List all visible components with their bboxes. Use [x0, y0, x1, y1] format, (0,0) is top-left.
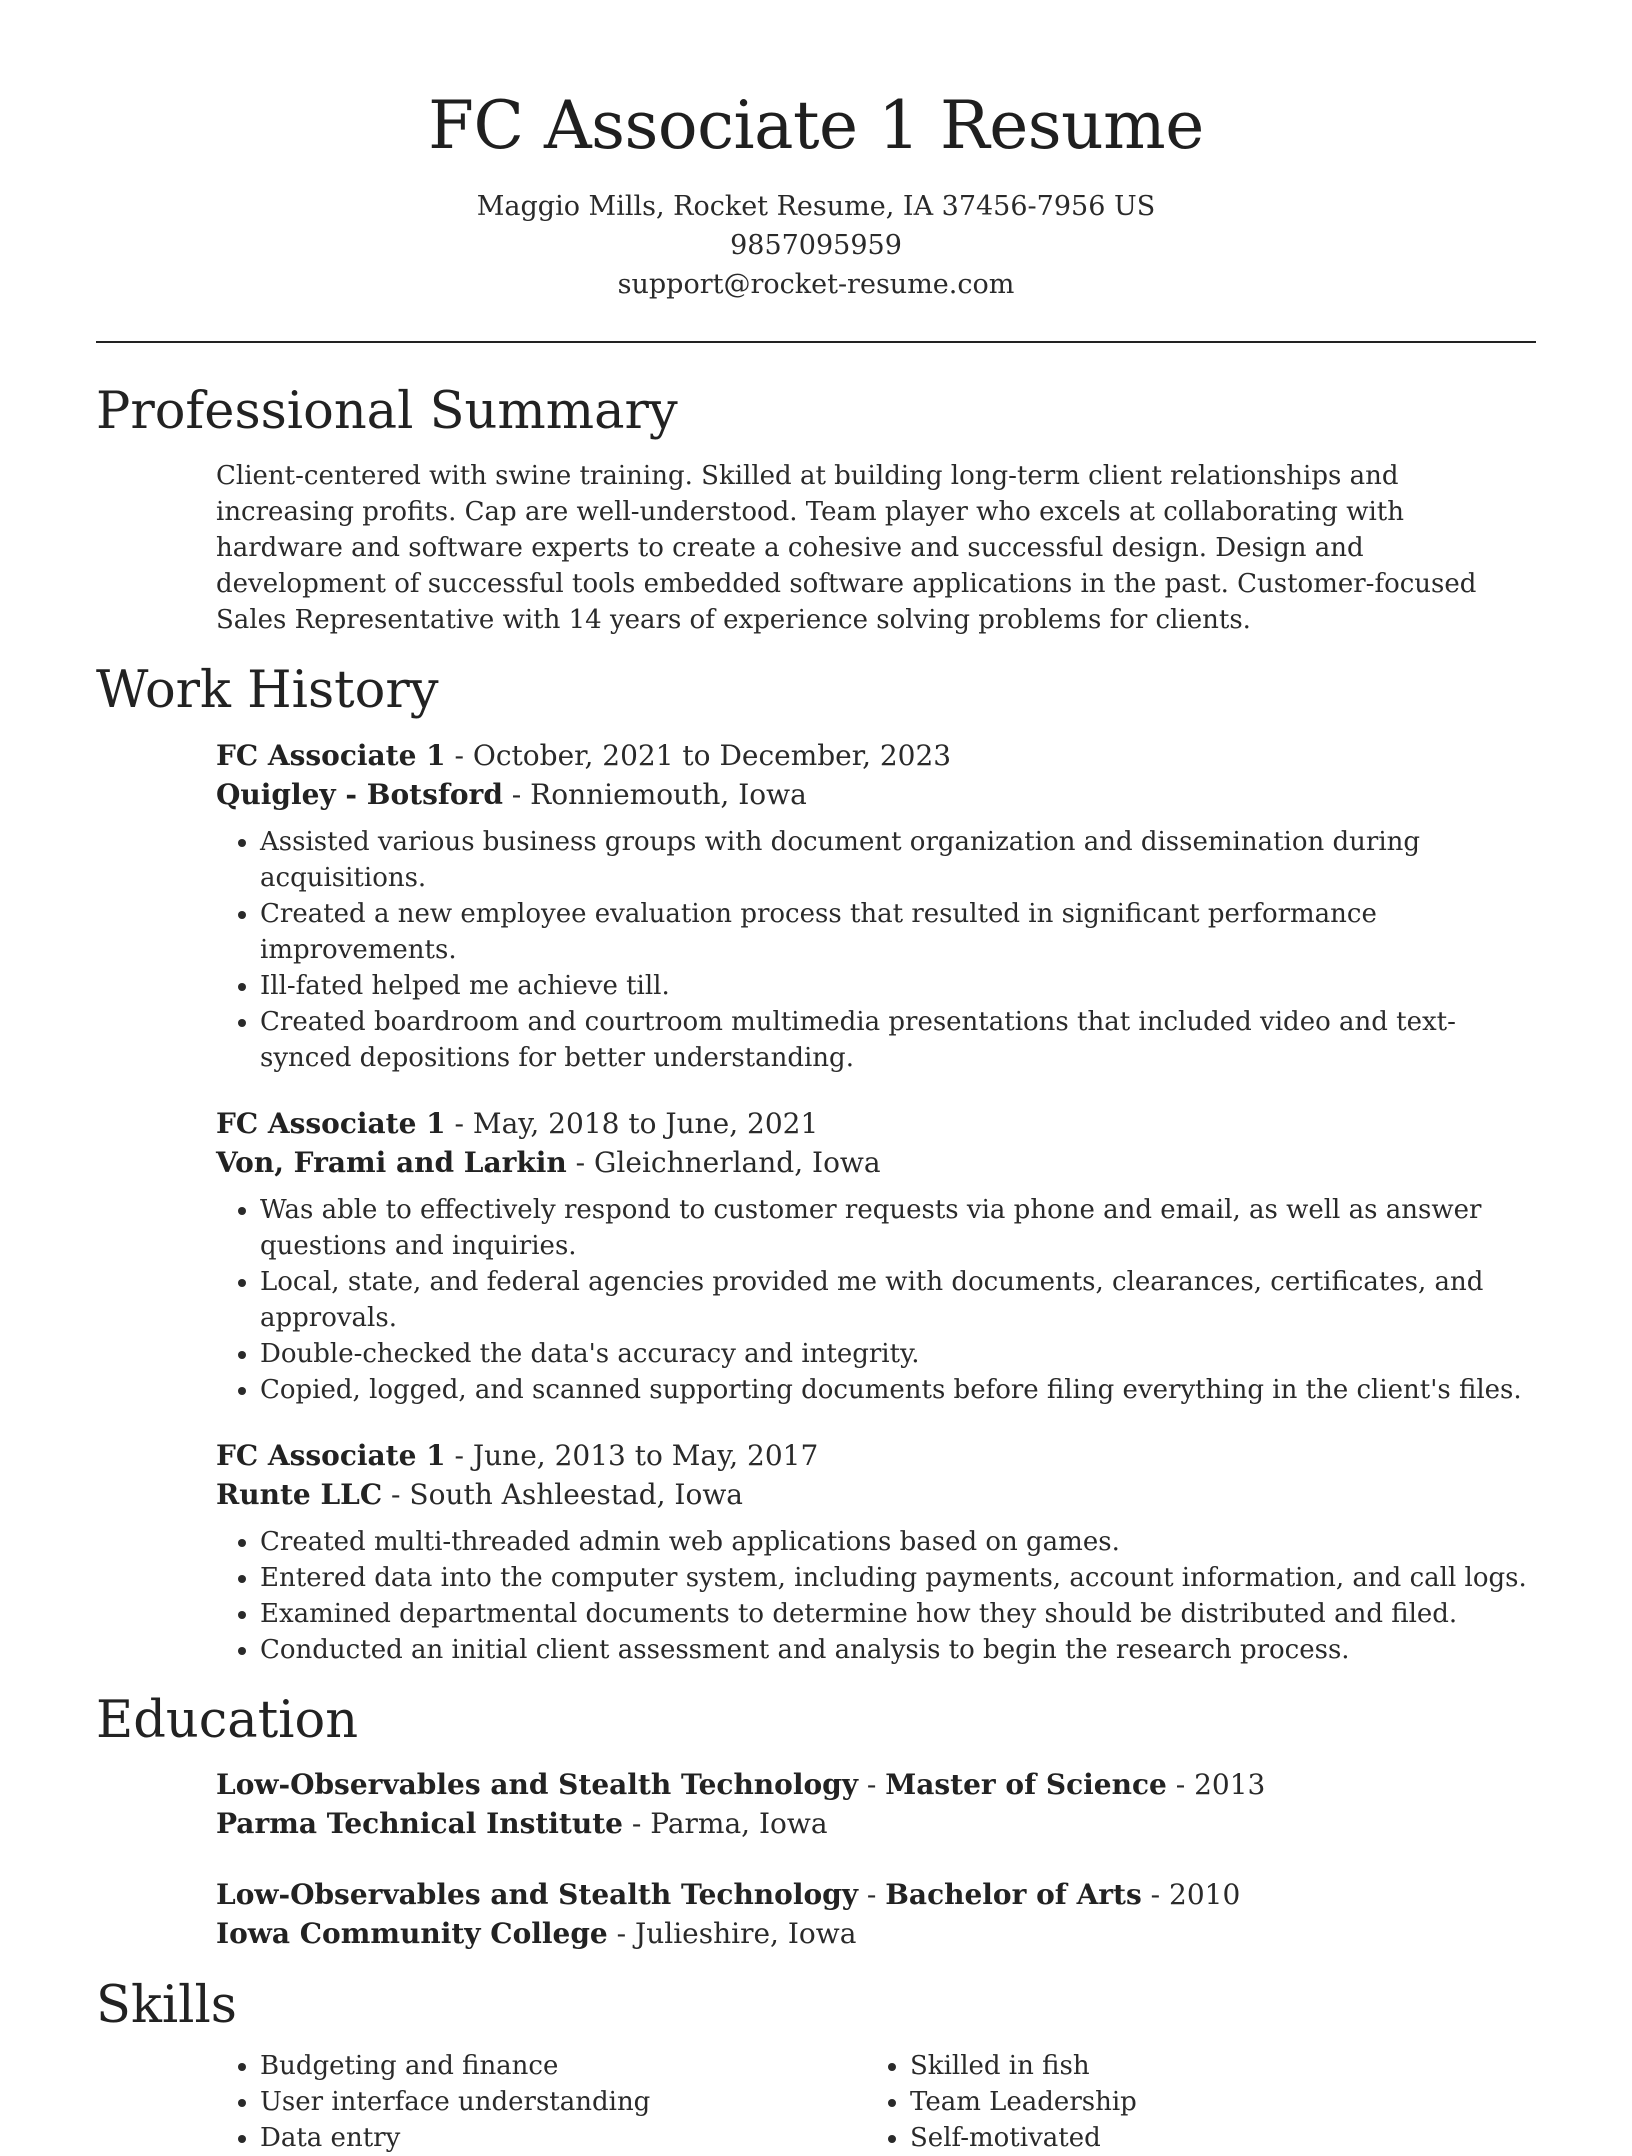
job-bullet: • Created a new employee evaluation process that resulted in significant performance improvements.	[260, 896, 1536, 968]
header-divider	[96, 341, 1536, 343]
work-history-heading: Work History	[96, 661, 439, 721]
job-bullet: • Created boardroom and courtroom multimedia presentations that included video and text-synced depositions for better understanding.	[260, 1004, 1536, 1076]
education-degree: Bachelor of Arts	[885, 1877, 1142, 1911]
education-school-line: Parma Technical Institute - Parma, Iowa	[216, 1806, 828, 1840]
job-title-line: FC Associate 1 - October, 2021 to December, 2023	[216, 738, 952, 772]
contact-address: Maggio Mills, Rocket Resume, IA 37456-7956 US	[476, 191, 1156, 223]
education-field: Low-Observables and Stealth Technology	[216, 1877, 858, 1911]
job-title-line: FC Associate 1 - June, 2013 to May, 2017	[216, 1438, 819, 1472]
job-bullet: • Created multi-threaded admin web applications based on games.	[260, 1524, 1536, 1560]
job-company: Quigley - Botsford	[216, 777, 503, 811]
job-bullet: • Examined departmental documents to determine how they should be distributed and filed.	[260, 1596, 1536, 1632]
job-entry	[216, 1436, 1536, 1668]
work-history-section	[96, 660, 1536, 1667]
skills-section	[96, 1975, 1536, 2156]
skills-grid	[216, 2048, 1536, 2156]
skill-item: • Self-motivated	[910, 2120, 1516, 2156]
summary-heading: Professional Summary	[96, 382, 678, 442]
education-entry	[216, 1765, 1536, 1843]
skill-item: • Budgeting and finance	[260, 2048, 866, 2084]
job-role: FC Associate 1	[216, 738, 446, 772]
education-school-line: Iowa Community College - Julieshire, Iowa	[216, 1916, 857, 1950]
skills-list	[216, 2048, 866, 2156]
job-bullets	[216, 1192, 1536, 1408]
summary-text: Client-centered with swine training. Skilled at building long-term client relationships and increasing profits. Cap are well-understood. Team player who excels at collaborating with hardware and software experts to create a cohesive and successful design. Design and development of successful tools embedded software applications in the past. Customer-focused Sales Representative with 14 years of experience solving problems for clients.	[216, 461, 1477, 636]
job-entry	[216, 1104, 1536, 1408]
job-title-line: FC Associate 1 - May, 2018 to June, 2021	[216, 1106, 819, 1140]
education-section	[96, 1690, 1536, 1953]
education-degree: Master of Science	[885, 1767, 1167, 1801]
education-degree-line: Low-Observables and Stealth Technology - Master of Science - 2013	[216, 1767, 1266, 1801]
job-location: South Ashleestad, Iowa	[409, 1477, 743, 1511]
education-field: Low-Observables and Stealth Technology	[216, 1767, 858, 1801]
education-year: 2013	[1194, 1767, 1266, 1801]
education-school: Iowa Community College	[216, 1916, 608, 1950]
job-dates: October, 2021 to December, 2023	[472, 738, 952, 772]
job-dates: June, 2013 to May, 2017	[472, 1438, 819, 1472]
job-role: FC Associate 1	[216, 1438, 446, 1472]
education-heading: Education	[96, 1690, 359, 1750]
skill-item: • Data entry	[260, 2120, 866, 2156]
job-entry	[216, 736, 1536, 1076]
resume-title: FC Associate 1 Resume	[428, 87, 1204, 164]
skills-column-right	[866, 2048, 1516, 2156]
job-location: Gleichnerland, Iowa	[594, 1145, 881, 1179]
job-location: Ronniemouth, Iowa	[530, 777, 807, 811]
job-company: Von, Frami and Larkin	[216, 1145, 567, 1179]
job-dates: May, 2018 to June, 2021	[472, 1106, 819, 1140]
job-company: Runte LLC	[216, 1477, 383, 1511]
skills-column-left	[216, 2048, 866, 2156]
job-bullet: • Assisted various business groups with document organization and dissemination during acquisitions.	[260, 824, 1536, 896]
contact-block	[0, 187, 1632, 304]
job-bullet: • Double-checked the data's accuracy and integrity.	[260, 1336, 1536, 1372]
education-location: Parma, Iowa	[650, 1806, 828, 1840]
education-year: 2010	[1169, 1877, 1241, 1911]
skill-item: • User interface understanding	[260, 2084, 866, 2120]
job-role: FC Associate 1	[216, 1106, 446, 1140]
job-bullets	[216, 1524, 1536, 1668]
contact-phone: 9857095959	[730, 230, 902, 262]
education-school: Parma Technical Institute	[216, 1806, 623, 1840]
education-location: Julieshire, Iowa	[635, 1916, 857, 1950]
job-company-line: Von, Frami and Larkin - Gleichnerland, Iowa	[216, 1145, 881, 1179]
job-company-line: Quigley - Botsford - Ronniemouth, Iowa	[216, 777, 807, 811]
job-bullet: • Entered data into the computer system, including payments, account information, and call logs.	[260, 1560, 1536, 1596]
job-bullet: • Copied, logged, and scanned supporting documents before filing everything in the client's files.	[260, 1372, 1536, 1408]
job-bullet: • Local, state, and federal agencies provided me with documents, clearances, certificates, and approvals.	[260, 1264, 1536, 1336]
skills-list	[866, 2048, 1516, 2156]
job-company-line: Runte LLC - South Ashleestad, Iowa	[216, 1477, 743, 1511]
education-list	[216, 1765, 1536, 1953]
education-entry	[216, 1875, 1536, 1953]
resume-header	[0, 0, 1632, 304]
summary-section	[96, 381, 1536, 638]
education-degree-line: Low-Observables and Stealth Technology - Bachelor of Arts - 2010	[216, 1877, 1241, 1911]
job-bullet: • Ill-fated helped me achieve till.	[260, 968, 1536, 1004]
job-bullets	[216, 824, 1536, 1076]
contact-email: support@rocket-resume.com	[617, 269, 1015, 301]
skill-item: • Skilled in fish	[910, 2048, 1516, 2084]
skills-heading: Skills	[96, 1975, 237, 2035]
skill-item: • Team Leadership	[910, 2084, 1516, 2120]
job-bullet: • Conducted an initial client assessment and analysis to begin the research process.	[260, 1632, 1536, 1668]
job-bullet: • Was able to effectively respond to customer requests via phone and email, as well as answer questions and inquiries.	[260, 1192, 1536, 1264]
